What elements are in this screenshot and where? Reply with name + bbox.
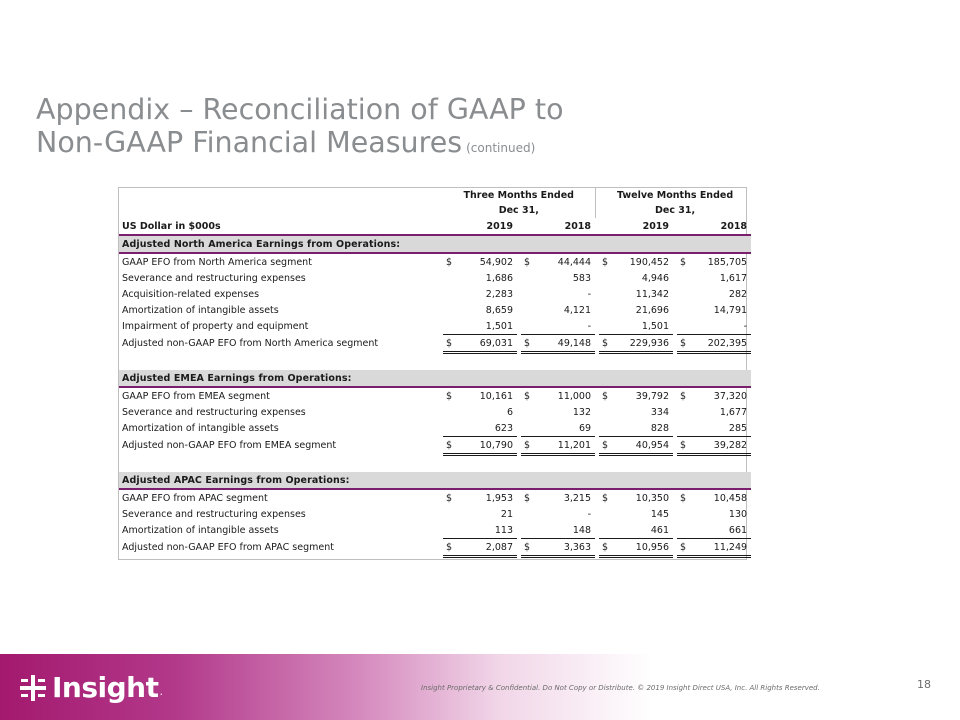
- table-row: [119, 253, 751, 270]
- value-text: 69: [578, 422, 592, 434]
- value-cell: [599, 270, 673, 286]
- value-text: 40,954: [635, 439, 670, 451]
- value-cell: [443, 522, 517, 539]
- value-text: 1,677: [719, 406, 748, 418]
- title-subtitle: (continued): [466, 141, 536, 155]
- value-text: 583: [572, 272, 592, 284]
- value-cell: [599, 387, 673, 404]
- value-cell: [443, 387, 517, 404]
- title-line-2: Non-GAAP Financial Measures: [36, 126, 463, 159]
- currency-symbol: $: [446, 256, 453, 268]
- value-text: -: [587, 288, 592, 300]
- value-text: 3,363: [563, 541, 592, 553]
- value-text: 113: [494, 524, 513, 536]
- unit-label: US Dollar in $000s: [119, 218, 443, 235]
- value-cell: [521, 270, 595, 286]
- header-twelve-months-date: Dec 31,: [654, 205, 696, 216]
- currency-symbol: $: [524, 337, 531, 349]
- value-cell: [521, 437, 595, 455]
- value-text: 69,031: [479, 337, 513, 349]
- row-label: GAAP EFO from EMEA segment: [119, 387, 443, 404]
- header-three-months-date: Dec 31,: [498, 205, 539, 216]
- value-text: 2,087: [485, 541, 513, 553]
- currency-symbol: $: [602, 390, 609, 402]
- value-text: 10,350: [635, 492, 670, 504]
- value-cell: [677, 437, 751, 455]
- value-cell: [599, 489, 673, 506]
- value-text: 11,249: [713, 541, 748, 553]
- row-label: Acquisition-related expenses: [122, 288, 260, 300]
- section-header-row: [119, 472, 751, 489]
- table-row: [119, 522, 751, 539]
- value-text: 1,953: [485, 492, 513, 504]
- value-cell: [521, 302, 595, 318]
- value-text: 37,320: [713, 390, 748, 402]
- value-cell: [521, 539, 595, 557]
- currency-symbol: $: [680, 439, 687, 451]
- currency-symbol: $: [680, 256, 687, 268]
- table-header-group-row: [119, 188, 751, 203]
- value-text: 4,121: [563, 304, 592, 316]
- spacer-cell: [119, 557, 751, 575]
- currency-symbol: $: [524, 439, 531, 451]
- row-label: Amortization of intangible assets: [122, 422, 279, 434]
- table-row: [119, 286, 751, 302]
- currency-symbol: $: [524, 492, 531, 504]
- currency-symbol: $: [680, 337, 687, 349]
- value-cell: [443, 404, 517, 420]
- spacer-cell: [119, 455, 751, 473]
- value-cell: [599, 522, 673, 539]
- currency-symbol: $: [602, 256, 609, 268]
- value-text: 623: [494, 422, 513, 434]
- value-text: -: [743, 320, 748, 332]
- currency-symbol: $: [602, 337, 609, 349]
- section-header: Adjusted APAC Earnings from Operations:: [119, 472, 751, 489]
- value-text: 3,215: [563, 492, 592, 504]
- section-header: Adjusted EMEA Earnings from Operations:: [119, 370, 751, 387]
- value-cell: [599, 404, 673, 420]
- value-cell: [443, 253, 517, 270]
- value-cell: [521, 506, 595, 522]
- value-cell: [599, 286, 673, 302]
- row-label: GAAP EFO from North America segment: [119, 253, 443, 270]
- section-header-row: [119, 370, 751, 387]
- value-cell: [677, 539, 751, 557]
- value-cell: [443, 286, 517, 302]
- value-text: 1,501: [641, 320, 670, 332]
- logo-mark: .: [159, 685, 163, 698]
- value-text: 10,956: [635, 541, 670, 553]
- value-text: 54,902: [479, 256, 513, 268]
- value-cell: [521, 404, 595, 420]
- value-cell: [443, 506, 517, 522]
- year-column-header: 2018: [521, 218, 595, 235]
- value-text: 21: [500, 508, 513, 520]
- value-text: 285: [728, 422, 748, 434]
- value-text: 39,792: [635, 390, 670, 402]
- value-cell: [443, 420, 517, 437]
- total-row: [119, 437, 751, 455]
- total-row: [119, 335, 751, 353]
- insight-logo: [18, 671, 163, 704]
- value-text: 190,452: [629, 256, 670, 268]
- value-cell: [443, 437, 517, 455]
- currency-symbol: $: [680, 541, 687, 553]
- header-three-months: Three Months Ended: [463, 190, 574, 201]
- value-text: 185,705: [707, 256, 748, 268]
- value-text: 130: [728, 508, 748, 520]
- table-row: [119, 270, 751, 286]
- value-text: 334: [650, 406, 670, 418]
- value-text: 229,936: [629, 337, 670, 349]
- value-cell: [443, 302, 517, 318]
- value-text: 282: [728, 288, 748, 300]
- page-title: [36, 93, 564, 165]
- value-cell: [521, 420, 595, 437]
- row-label: Adjusted non-GAAP EFO from EMEA segment: [122, 440, 337, 451]
- insight-logo-icon: [18, 673, 48, 703]
- row-label: Severance and restructuring expenses: [122, 272, 306, 284]
- currency-symbol: $: [446, 390, 453, 402]
- value-text: 4,946: [641, 272, 670, 284]
- table-row: [119, 506, 751, 522]
- value-cell: [677, 302, 751, 318]
- row-label: Adjusted non-GAAP EFO from North America segment: [122, 338, 379, 349]
- section-header: Adjusted North America Earnings from Operations:: [119, 235, 751, 253]
- value-text: 202,395: [707, 337, 748, 349]
- value-text: 661: [728, 524, 748, 536]
- value-text: 828: [650, 422, 670, 434]
- value-text: 10,161: [479, 390, 513, 402]
- value-cell: [443, 489, 517, 506]
- value-cell: [677, 404, 751, 420]
- value-text: 6: [506, 406, 513, 418]
- row-label: Impairment of property and equipment: [122, 320, 309, 332]
- value-cell: [677, 420, 751, 437]
- currency-symbol: $: [446, 439, 453, 451]
- currency-symbol: $: [524, 541, 531, 553]
- currency-symbol: $: [446, 492, 453, 504]
- spacer-cell: [119, 353, 751, 371]
- value-cell: [599, 506, 673, 522]
- value-cell: [677, 387, 751, 404]
- value-cell: [677, 522, 751, 539]
- table-row: [119, 318, 751, 335]
- currency-symbol: $: [524, 256, 531, 268]
- year-column-header: 2019: [599, 218, 673, 235]
- value-cell: [521, 318, 595, 335]
- value-cell: [443, 539, 517, 557]
- value-text: 39,282: [713, 439, 748, 451]
- value-cell: [599, 539, 673, 557]
- value-text: -: [587, 320, 592, 332]
- currency-symbol: $: [446, 337, 453, 349]
- reconciliation-table: [119, 188, 751, 574]
- logo-wordmark: Insight: [52, 671, 159, 704]
- value-cell: [677, 270, 751, 286]
- value-text: 2,283: [485, 288, 513, 300]
- row-label: Amortization of intangible assets: [122, 524, 279, 536]
- value-cell: [599, 335, 673, 353]
- header-twelve-months: Twelve Months Ended: [616, 190, 734, 201]
- value-text: 461: [650, 524, 670, 536]
- table-body: [119, 188, 751, 574]
- value-text: 10,458: [713, 492, 748, 504]
- spacer-row: [119, 455, 751, 473]
- value-cell: [599, 420, 673, 437]
- title-line-1: Appendix – Reconciliation of GAAP to: [36, 93, 564, 126]
- value-cell: [599, 318, 673, 335]
- table-row: [119, 420, 751, 437]
- table-row: [119, 387, 751, 404]
- value-cell: [521, 286, 595, 302]
- value-cell: [521, 335, 595, 353]
- value-text: 14,791: [713, 304, 748, 316]
- row-label: Amortization of intangible assets: [122, 304, 279, 316]
- legal-notice: Insight Proprietary & Confidential. Do Not Copy or Distribute. © 2019 Insight Direct USA, Inc. All Rights Reserved.: [421, 684, 820, 692]
- value-text: 1,686: [485, 272, 513, 284]
- value-cell: [521, 522, 595, 539]
- value-cell: [677, 489, 751, 506]
- table-row: [119, 404, 751, 420]
- value-text: 1,617: [719, 272, 748, 284]
- value-cell: [677, 335, 751, 353]
- currency-symbol: $: [524, 390, 531, 402]
- total-row: [119, 539, 751, 557]
- value-text: 49,148: [557, 337, 592, 349]
- spacer-row: [119, 353, 751, 371]
- value-text: -: [587, 508, 592, 520]
- table-header-date-row: [119, 203, 751, 218]
- section-header-row: [119, 235, 751, 253]
- value-text: 1,501: [485, 320, 513, 332]
- table-row: [119, 302, 751, 318]
- row-label: Severance and restructuring expenses: [122, 508, 306, 520]
- row-label: GAAP EFO from APAC segment: [119, 489, 443, 506]
- value-cell: [521, 489, 595, 506]
- value-text: 11,342: [635, 288, 670, 300]
- year-column-header: 2019: [443, 218, 517, 235]
- value-text: 10,790: [479, 439, 513, 451]
- value-cell: [443, 270, 517, 286]
- currency-symbol: $: [446, 541, 453, 553]
- value-text: 145: [650, 508, 670, 520]
- currency-symbol: $: [680, 492, 687, 504]
- value-cell: [677, 253, 751, 270]
- year-column-header: 2018: [677, 218, 751, 235]
- value-cell: [677, 286, 751, 302]
- value-cell: [677, 506, 751, 522]
- value-text: 21,696: [635, 304, 670, 316]
- table-column-header-row: [119, 218, 751, 235]
- value-cell: [599, 253, 673, 270]
- spacer-row: [119, 557, 751, 575]
- currency-symbol: $: [602, 492, 609, 504]
- value-cell: [521, 387, 595, 404]
- value-cell: [599, 302, 673, 318]
- value-cell: [599, 437, 673, 455]
- currency-symbol: $: [602, 439, 609, 451]
- value-text: 8,659: [485, 304, 513, 316]
- value-text: 11,201: [557, 439, 592, 451]
- value-cell: [677, 318, 751, 335]
- value-cell: [521, 253, 595, 270]
- value-cell: [443, 318, 517, 335]
- table-row: [119, 489, 751, 506]
- value-cell: [443, 335, 517, 353]
- value-text: 148: [572, 524, 592, 536]
- page-number: 18: [917, 678, 931, 691]
- value-text: 11,000: [557, 390, 592, 402]
- currency-symbol: $: [602, 541, 609, 553]
- currency-symbol: $: [680, 390, 687, 402]
- value-text: 44,444: [557, 256, 592, 268]
- row-label: Severance and restructuring expenses: [122, 406, 306, 418]
- row-label: Adjusted non-GAAP EFO from APAC segment: [122, 542, 334, 553]
- reconciliation-table-container: [118, 187, 747, 560]
- value-text: 132: [572, 406, 592, 418]
